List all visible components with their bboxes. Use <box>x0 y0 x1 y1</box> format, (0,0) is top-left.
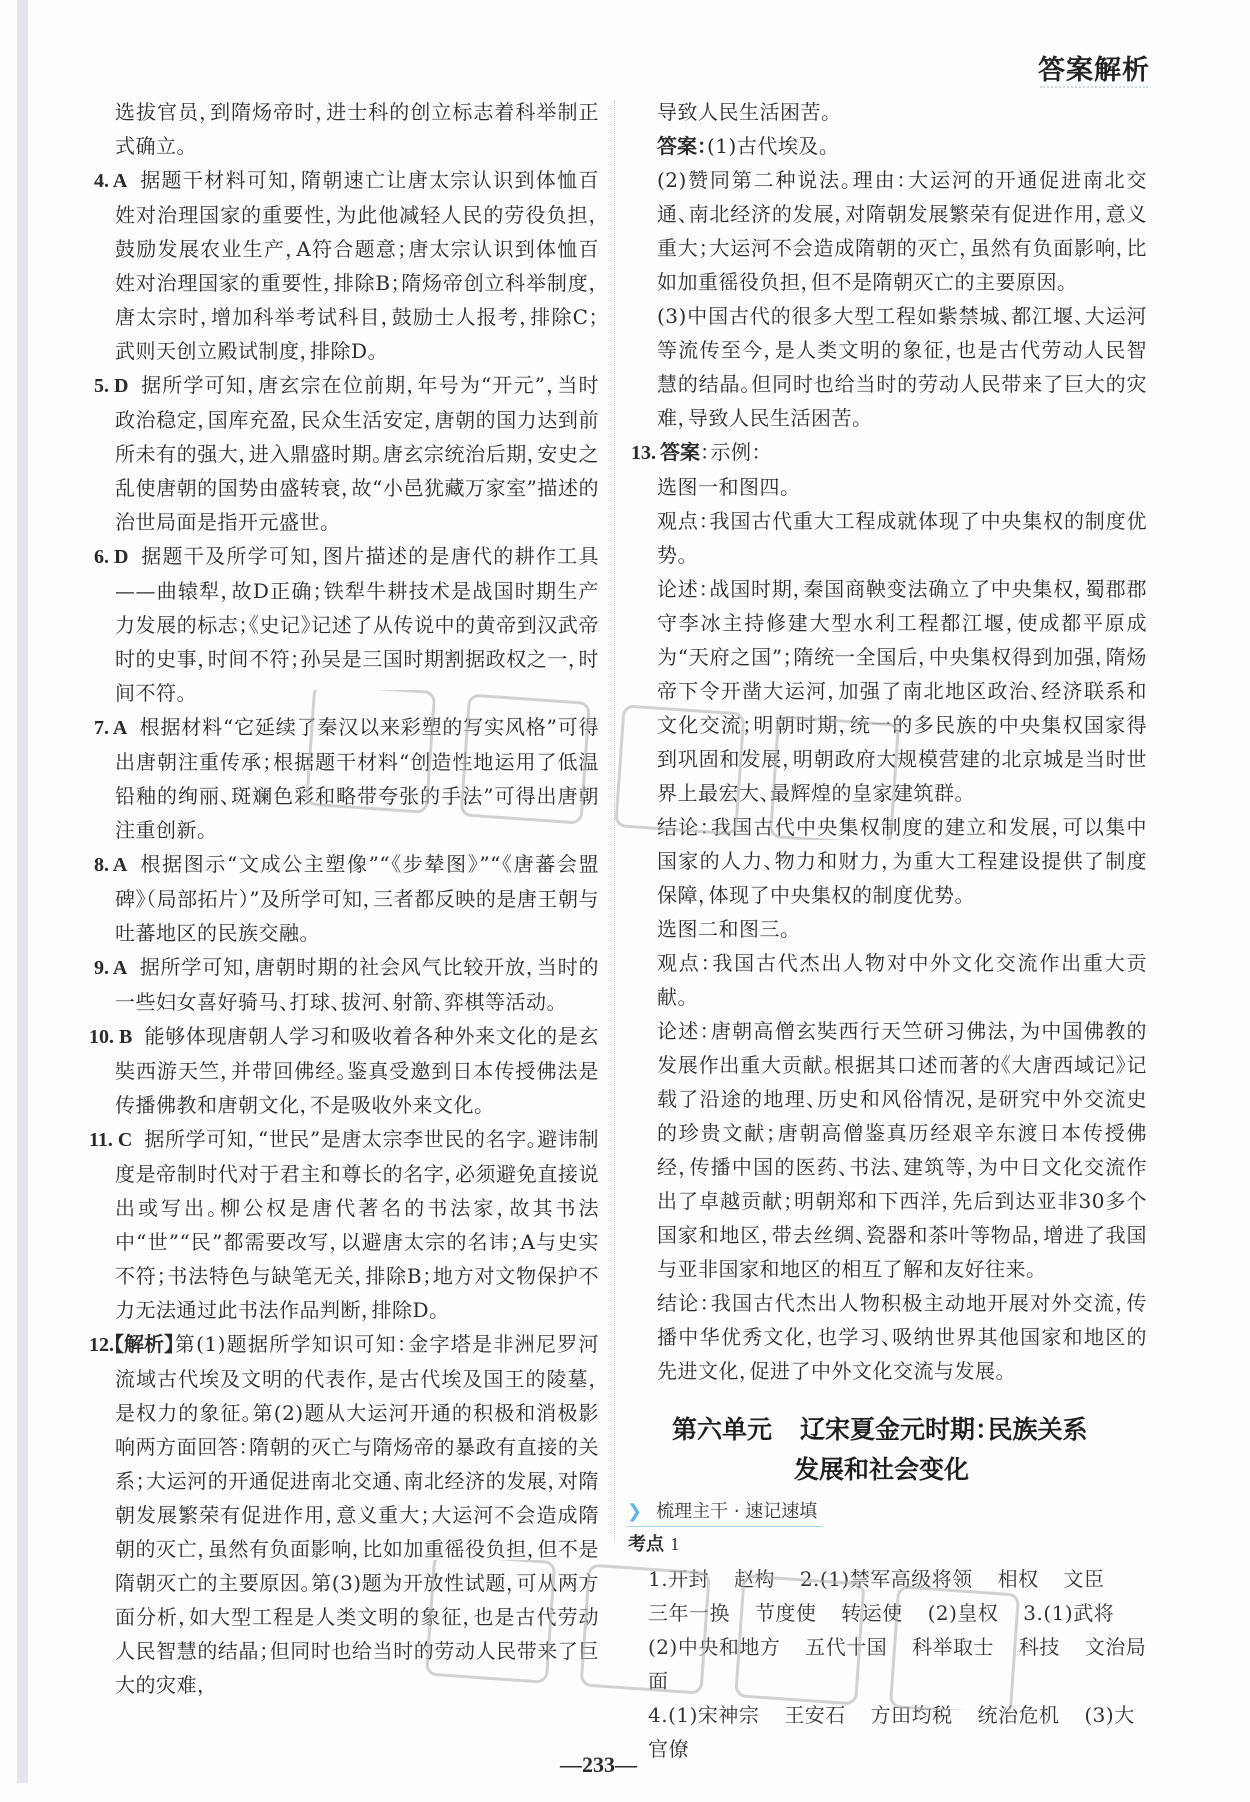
q13-paragraphs <box>657 470 1147 1388</box>
fill-item: (2)皇权 <box>927 1601 999 1625</box>
answer-text: 据所学可知，“世民”是唐太宗李世民的名字。避讳制度是帝制时代对于君主和尊长的名字，必须避免直接说出或写出。柳公权是唐代著名的书法家，故其书法中“世”“民”都需要改写，以避唐太宗的名讳；A与史实不符；书法特色与缺笔无关，排除B；地方对文物保护不力无法通过此书法作品判断，排除D。 <box>115 1127 599 1322</box>
fill-item: 3.(1)武将 <box>1023 1601 1115 1625</box>
answer-12 <box>657 129 1147 163</box>
left-column <box>89 95 599 1702</box>
fill-item: 三年一换 <box>648 1601 730 1625</box>
answer-intro: ：示例： <box>700 440 762 464</box>
page-header-title: 答案解析 <box>1038 55 1150 86</box>
fill-item: 节度使 <box>754 1601 817 1625</box>
continuation-text: 导致人民生活困苦。 <box>657 100 832 124</box>
q13-paragraph: 论述：唐朝高僧玄奘西行天竺研习佛法，为中国佛教的发展作出重大贡献。根据其口述而著的《大唐西域记》记载了沿途的地理、历史和风俗情况，是研究中外交流史的珍贵文献；唐朝高僧鉴真历经艰辛东渡日本传授佛经，传播中国的医药、书法、建筑等，为中日文化交流作出了卓越贡献；明朝郑和下西洋，先后到达亚非30多个国家和地区，带去丝绸、瓷器和茶叶等物品，增进了我国与亚非国家和地区的相互了解和友好往来。 <box>657 1019 1147 1281</box>
question-number: 4. A <box>94 170 128 192</box>
kaodian-text: 考点 <box>628 1534 664 1555</box>
question-number: 10. B <box>89 1026 133 1048</box>
fill-item: (3)大官僚 <box>648 1703 1135 1761</box>
unit-title-line2: 发展和社会变化 <box>794 1455 970 1484</box>
right-column <box>627 95 1147 1766</box>
answer-item <box>89 1122 599 1327</box>
answer-text: 第(1)题据所学知识可知：金字塔是非洲尼罗河流域古代埃及文明的代表作，是古代埃及国王的陵墓，是权力的象征。第(2)题从大运河开通的积极和消极影响两方面回答：隋朝的灭亡与隋炀帝的暴政有直接的关系；大运河的开通促进南北交通、南北经济的发展，对隋朝发展繁荣有促进作用，意义重大；大运河不会造成隋朝的灭亡，虽然有负面影响，比如加重徭役负担，但不是隋朝灭亡的主要原因。第(3)题为开放性试题，可从两方面分析，如大型工程是人类文明的象征，也是古代劳动人民智慧的结晶；但同时也给当时的劳动人民带来了巨大的灾难， <box>115 1332 599 1697</box>
header-underline <box>1040 86 1148 88</box>
fill-item: 1.开封 <box>648 1567 710 1591</box>
question-number: 8. A <box>94 854 128 876</box>
q13-paragraph: 选图一和图四。 <box>657 475 791 499</box>
answer-part-2: (2)赞同第二种说法。理由：大运河的开通促进南北交通、南北经济的发展，对隋朝发展繁荣有促进作用，意义重大；大运河不会造成隋朝的灭亡，虽然有负面影响，比如加重徭役负担，但不是隋朝灭亡的主要原因。 <box>657 168 1147 294</box>
answer-text: 据所学可知，唐玄宗在位前期，年号为“开元”，当时政治稳定，国库充盈，民众生活安定，唐朝的国力达到前所未有的强大，进入鼎盛时期。唐玄宗统治后期，安史之乱使唐朝的国势由盛转衰，故“小邑犹藏万家室”描述的治世局面是指开元盛世。 <box>115 373 599 534</box>
question-number: 9. A <box>94 957 128 979</box>
question-number: 6. D <box>94 546 129 568</box>
fill-item: 4.(1)宋神宗 <box>648 1703 760 1727</box>
answer-label: 答案 <box>660 440 700 464</box>
answer-label: 答案： <box>657 134 707 158</box>
page-edge <box>17 0 28 1783</box>
fill-item: 方田均税 <box>870 1703 953 1727</box>
answer-text: 选拔官员，到隋炀帝时，进士科的创立标志着科举制正式确立。 <box>115 100 599 158</box>
answer-text: 根据图示“文成公主塑像”“《步辇图》”“《唐蕃会盟碑》（局部拓片）”及所学可知，三者都反映的是唐王朝与吐蕃地区的民族交融。 <box>115 852 599 945</box>
answer-item <box>94 847 599 950</box>
fill-item: 科技 <box>1018 1635 1060 1659</box>
q13-paragraph: 结论：我国古代中央集权制度的建立和发展，可以集中国家的人力、物力和财力，为重大工程建设提供了制度保障，体现了中央集权的制度优势。 <box>657 815 1147 907</box>
unit-heading <box>657 1410 1147 1490</box>
unit-heading-line1 <box>657 1410 1147 1450</box>
question-number: 11. C <box>89 1129 133 1151</box>
fill-item: 相权 <box>997 1567 1039 1591</box>
answer-text: 据题干及所学可知，图片描述的是唐代的耕作工具——曲辕犁，故D正确；铁犁牛耕技术是战国时期生产力发展的标志；《史记》记述了从传说中的黄帝到汉武帝时的史事，时间不符；孙吴是三国时期割据政权之一，时间不符。 <box>115 544 599 705</box>
q13-paragraph: 选图二和图三。 <box>657 917 791 941</box>
fill-item: 五代十国 <box>805 1635 888 1659</box>
q13-paragraph: 结论：我国古代杰出人物积极主动地开展对外交流，传播中华优秀文化，也学习、吸纳世界其他国家和地区的先进文化，促进了中外文化交流与发展。 <box>657 1291 1147 1383</box>
answer-item <box>89 1019 599 1122</box>
section-heading <box>627 1498 823 1527</box>
answer-item <box>115 95 599 163</box>
fill-item: 赵构 <box>733 1567 775 1591</box>
answer-text: 据题干材料可知，隋朝速亡让唐太宗认识到体恤百姓对治理国家的重要性，为此他减轻人民的劳役负担，鼓励发展农业生产，A符合题意；唐太宗认识到体恤百姓对治理国家的重要性，排除B；隋炀帝创立科举制度，唐太宗时，增加科举考试科目，鼓励士人报考，排除C；武则天创立殿试制度，排除D。 <box>115 168 599 363</box>
answer-text: 能够体现唐朝人学习和吸收着各种外来文化的是玄奘西游天竺，并带回佛经。鉴真受邀到日本传授佛法是传播佛教和唐朝文化，不是吸收外来文化。 <box>115 1024 599 1117</box>
fill-item: 转运使 <box>841 1601 903 1625</box>
answer-item <box>94 539 599 710</box>
fill-item: (2)中央和地方 <box>648 1635 781 1659</box>
answer-item <box>94 710 599 847</box>
q13-paragraph: 论述：战国时期，秦国商鞅变法确立了中央集权，蜀郡郡守李冰主持修建大型水利工程都江堰，使成都平原成为“天府之国”；隋统一全国后，中央集权得到加强，隋炀帝下令开凿大运河，加强了南北地区政治、经济联系和文化交流；明朝时期，统一的多民族的中央集权国家得到巩固和发展，明朝政府大规模营建的北京城是当时世界上最宏大、最辉煌的皇家建筑群。 <box>657 577 1147 805</box>
question-13 <box>631 435 1147 470</box>
page-number: —233— <box>560 1752 637 1777</box>
fill-item: 文治局面 <box>648 1635 1147 1693</box>
fill-answers <box>648 1562 1147 1766</box>
fill-item: 2.(1)禁军高级将领 <box>799 1567 973 1591</box>
question-number: 13. <box>631 442 656 464</box>
unit-title-line1: 辽宋夏金元时期：民族关系 <box>800 1415 1088 1444</box>
unit-number: 第六单元 <box>672 1415 773 1444</box>
q13-paragraph: 观点：我国古代杰出人物对中外文化交流作出重大贡献。 <box>657 951 1147 1009</box>
answer-text: 据所学可知，唐朝时期的社会风气比较开放，当时的一些妇女喜好骑马、打球、拔河、射箭、弈棋等活动。 <box>115 955 599 1014</box>
question-number: 12.【解析】 <box>89 1334 174 1356</box>
question-number: 7. A <box>94 717 128 739</box>
chevron-right-icon: ❯ <box>627 1501 643 1522</box>
fill-line <box>648 1562 1147 1698</box>
answer-item <box>94 368 599 539</box>
answer-text: 根据材料“它延续了秦汉以来彩塑的写实风格”可得出唐朝注重传承；根据题干材料“创造性地运用了低温铅釉的绚丽、斑斓色彩和略带夸张的手法”可得出唐朝注重创新。 <box>115 715 599 842</box>
q13-paragraph: 观点：我国古代重大工程成就体现了中央集权的制度优势。 <box>657 509 1147 567</box>
answer-item <box>94 950 599 1019</box>
kaodian-number: 1 <box>670 1534 680 1554</box>
answer-part-1: (1)古代埃及。 <box>707 134 830 158</box>
section-title: 梳理主干 · 速记速填 <box>656 1501 818 1522</box>
fill-item: 统治危机 <box>977 1703 1060 1727</box>
answer-item <box>89 1327 599 1702</box>
answer-part-3: (3)中国古代的很多大型工程如紫禁城、都江堰、大运河等流传至今，是人类文明的象征，也是古代劳动人民智慧的结晶。但同时也给当时的劳动人民带来了巨大的灾难，导致人民生活困苦。 <box>657 304 1147 430</box>
fill-item: 王安石 <box>784 1703 846 1727</box>
fill-item: 科举取士 <box>912 1635 995 1659</box>
column-divider <box>614 100 615 1540</box>
fill-line <box>648 1698 1147 1766</box>
kaodian-label <box>628 1527 1147 1562</box>
fill-item: 文臣 <box>1063 1567 1105 1591</box>
answer-item <box>94 163 599 368</box>
question-number: 5. D <box>94 375 129 397</box>
